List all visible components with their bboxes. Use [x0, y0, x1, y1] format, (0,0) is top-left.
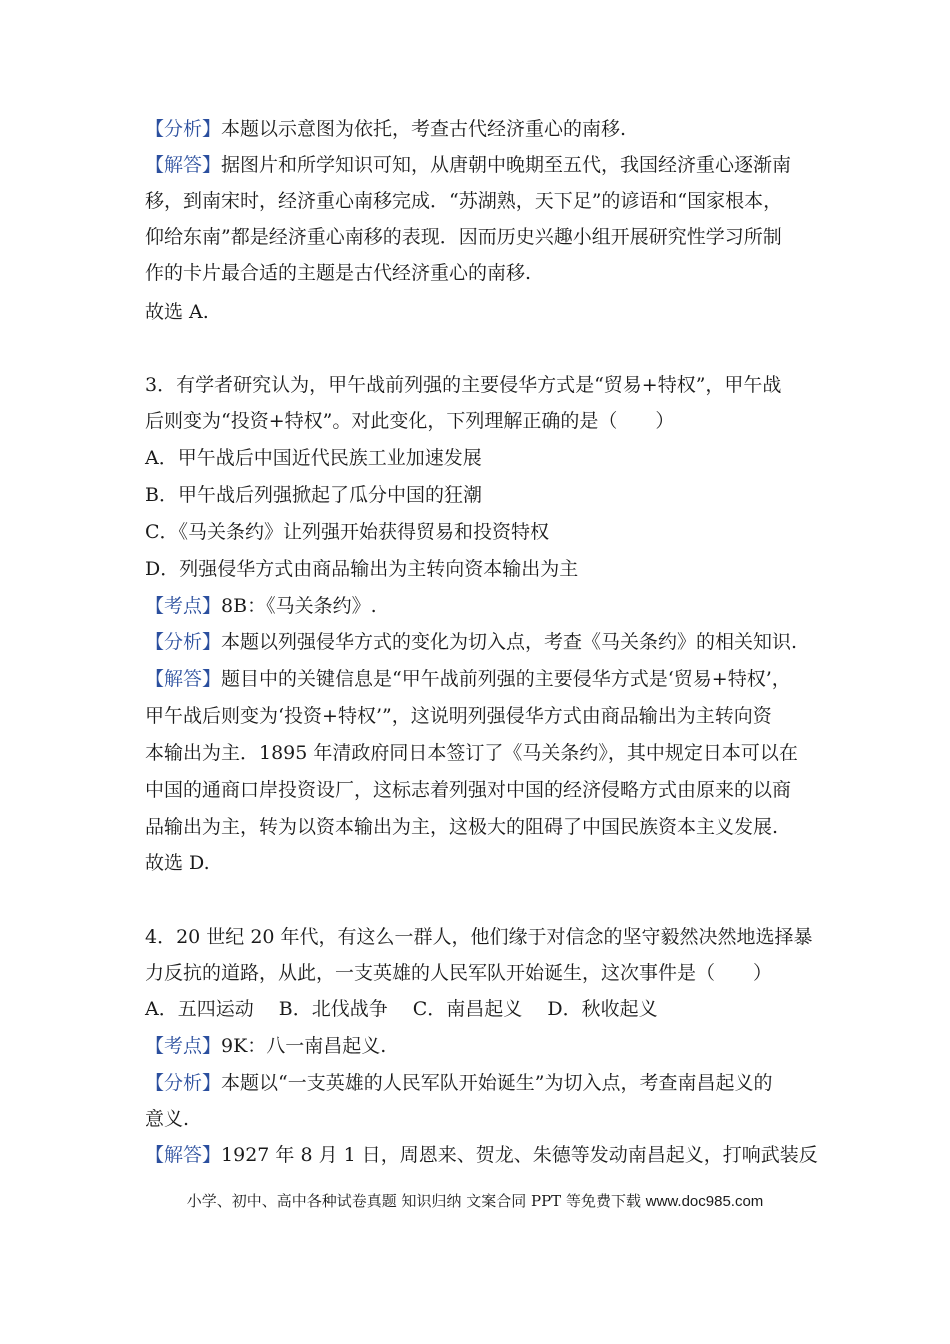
q3-answer-cont: 中国的通商口岸投资设厂，这标志着列强对中国的经济侵略方式由原来的以商 [145, 779, 792, 801]
q2-answer-cont: 仰给东南”都是经济重心南移的表现．因而历史兴趣小组开展研究性学习所制 [145, 226, 782, 248]
q2-answer-text: 据图片和所学知识可知，从唐朝中晚期至五代，我国经济重心逐渐南 [221, 154, 792, 176]
answer-tag: 【解答】 [145, 668, 222, 690]
q3-choice: 故选 D. [145, 852, 210, 874]
q3-analysis-text: 本题以列强侵华方式的变化为切入点，考查《马关条约》的相关知识. [221, 631, 798, 653]
q3-option-d: D．列强侵华方式由商品输出为主转向资本输出为主 [145, 558, 579, 580]
q3-option-b: B．甲午战后列强掀起了瓜分中国的狂潮 [145, 484, 482, 506]
q2-analysis-line [145, 116, 626, 142]
q3-analysis-line [145, 629, 797, 655]
q4-point-text: 9K：八一南昌起义. [221, 1035, 387, 1057]
q3-answer-cont: 品输出为主，转为以资本输出为主，这极大的阻碍了中国民族资本主义发展. [145, 816, 779, 838]
q3-stem: 3．有学者研究认为，甲午战前列强的主要侵华方式是“贸易+特权”，甲午战 [145, 374, 782, 396]
q4-analysis-line [145, 1070, 772, 1096]
q3-option-a: A．甲午战后中国近代民族工业加速发展 [145, 447, 482, 469]
q4-answer-text: 1927 年 8 月 1 日，周恩来、贺龙、朱德等发动南昌起义，打响武装反 [221, 1144, 818, 1166]
q4-point-line [145, 1033, 386, 1059]
analysis-tag: 【分析】 [145, 118, 222, 140]
analysis-tag: 【分析】 [145, 631, 222, 653]
q2-analysis-text: 本题以示意图为依托，考查古代经济重心的南移. [221, 118, 627, 140]
page-footer [0, 1190, 950, 1213]
q2-choice: 故选 A. [145, 301, 209, 323]
q3-answer-text: 题目中的关键信息是“甲午战前列强的主要侵华方式是‘贸易+特权’， [221, 668, 791, 690]
q3-option-c: C．《马关条约》让列强开始获得贸易和投资特权 [145, 521, 550, 543]
q3-answer-cont: 本输出为主．1895 年清政府同日本签订了《马关条约》，其中规定日本可以在 [145, 742, 798, 764]
q4-analysis-text: 本题以“一支英雄的人民军队开始诞生”为切入点，考查南昌起义的 [221, 1072, 773, 1094]
q4-options: A．五四运动 B．北伐战争 C．南昌起义 D．秋收起义 [145, 998, 658, 1020]
q2-answer-cont: 移，到南宋时，经济重心南移完成．“苏湖熟，天下足”的谚语和“国家根本， [145, 190, 783, 212]
q4-stem: 力反抗的道路，从此，一支英雄的人民军队开始诞生，这次事件是（ ） [145, 962, 773, 984]
point-tag: 【考点】 [145, 1035, 222, 1057]
answer-tag: 【解答】 [145, 154, 222, 176]
q3-point-line [145, 593, 377, 619]
q2-answer-cont: 作的卡片最合适的主题是古代经济重心的南移. [145, 262, 532, 284]
answer-tag: 【解答】 [145, 1144, 222, 1166]
analysis-tag: 【分析】 [145, 1072, 222, 1094]
q3-stem: 后则变为“投资+特权”。对此变化，下列理解正确的是（ ） [145, 410, 675, 432]
q4-stem: 4．20 世纪 20 年代，有这么一群人，他们缘于对信念的坚守毅然决然地选择暴 [145, 926, 813, 948]
q3-answer-line [145, 666, 791, 692]
q3-answer-cont: 甲午战后则变为‘投资+特权’”，这说明列强侵华方式由商品输出为主转向资 [145, 705, 772, 727]
footer-text: 小学、初中、高中各种试卷真题 知识归纳 文案合同 PPT 等免费下载 [186, 1192, 641, 1210]
q4-answer-line [145, 1142, 818, 1168]
point-tag: 【考点】 [145, 595, 222, 617]
q4-analysis-cont: 意义. [145, 1108, 190, 1130]
q2-answer-line [145, 152, 791, 178]
q3-point-text: 8B：《马关条约》. [221, 595, 377, 617]
footer-link[interactable]: www.doc985.com [645, 1193, 764, 1210]
